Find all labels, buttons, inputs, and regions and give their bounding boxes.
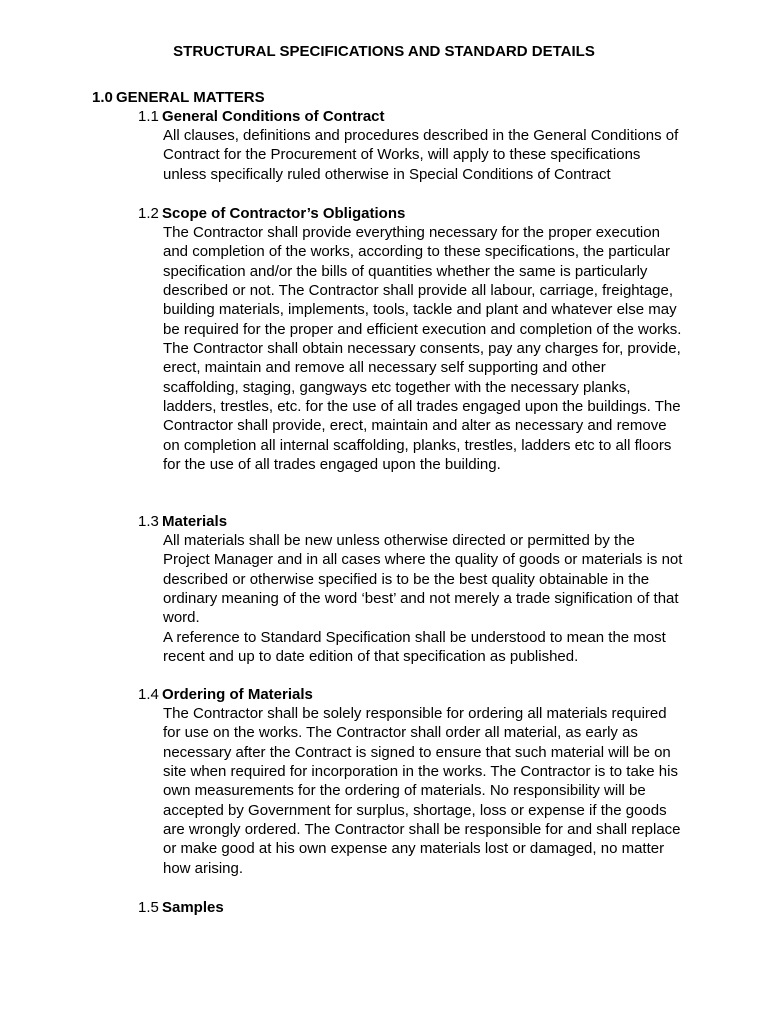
subsection-number: 1.1 bbox=[138, 108, 159, 125]
subsection-heading-general-conditions bbox=[138, 107, 385, 126]
subsection-heading-samples bbox=[138, 898, 224, 917]
section-heading-general-matters bbox=[92, 88, 265, 107]
subsection-title: General Conditions of Contract bbox=[162, 108, 385, 125]
subsection-heading-scope-of-obligations bbox=[138, 204, 405, 223]
paragraph-ordering-materials: The Contractor shall be solely responsible for ordering all materials required for use on the works. The Contractor shall order all material, as early as necessary after the Contract is signed to ensure that such material will be on site when required for incorporation in the works. The Contractor is to take his own measurements for the ordering of materials. No responsibility will be accepted by Government for surplus, shortage, loss or expense if the goods are wrongly ordered. The Contractor shall be responsible for and shall replace or make good at his own expense any materials lost or damaged, no matter how arising. bbox=[163, 705, 681, 877]
subsection-number: 1.2 bbox=[138, 205, 159, 222]
section-number: 1.0 bbox=[92, 89, 113, 106]
subsection-title: Samples bbox=[162, 899, 224, 916]
subsection-heading-ordering-materials bbox=[138, 685, 313, 704]
subsection-heading-materials bbox=[138, 512, 227, 531]
subsection-title: Scope of Contractor’s Obligations bbox=[162, 205, 406, 222]
subsection-number: 1.4 bbox=[138, 686, 159, 703]
subsection-number: 1.3 bbox=[138, 513, 159, 530]
subsection-number: 1.5 bbox=[138, 899, 159, 916]
paragraph-materials-quality: All materials shall be new unless otherwise directed or permitted by the Project Manager and in all cases where the quality of goods or materials is not described or otherwise specified is to be the best quality obtainable in the ordinary meaning of the word ‘best’ and not merely a trade signification of that word. bbox=[163, 532, 683, 627]
subsection-title: Ordering of Materials bbox=[162, 686, 313, 703]
subsection-title: Materials bbox=[162, 513, 228, 530]
paragraph-general-conditions: All clauses, definitions and procedures described in the General Conditions of Contract for the Procurement of Works, will apply to these specifications unless specifically ruled otherwise in Special Conditions of Contract bbox=[163, 127, 679, 183]
section-title: GENERAL MATTERS bbox=[116, 89, 265, 106]
paragraph-standard-specification: A reference to Standard Specification shall be understood to mean the most recent and up to date edition of that specification as published. bbox=[163, 629, 666, 666]
document-title: STRUCTURAL SPECIFICATIONS AND STANDARD DETAILS bbox=[173, 43, 595, 60]
paragraph-scope-of-obligations: The Contractor shall provide everything necessary for the proper execution and completion of the works, according to these specifications, the particular specification and/or the bills of quantities whether the same is particularly described or not. The Contractor shall provide all labour, carriage, freightage, building materials, implements, tools, tackle and plant and whatever else may be required for the proper and efficient execution and completion of the works. The Contractor shall obtain necessary consents, pay any charges for, provide, erect, maintain and remove all necessary self supporting and other scaffolding, staging, gangways etc together with the necessary planks, ladders, trestles, etc. for the use of all trades engaged upon the buildings. The Contractor shall provide, erect, maintain and alter as necessary and remove on completion all internal scaffolding, planks, trestles, ladders etc to all floors for the use of all trades engaged upon the building. bbox=[163, 224, 682, 474]
